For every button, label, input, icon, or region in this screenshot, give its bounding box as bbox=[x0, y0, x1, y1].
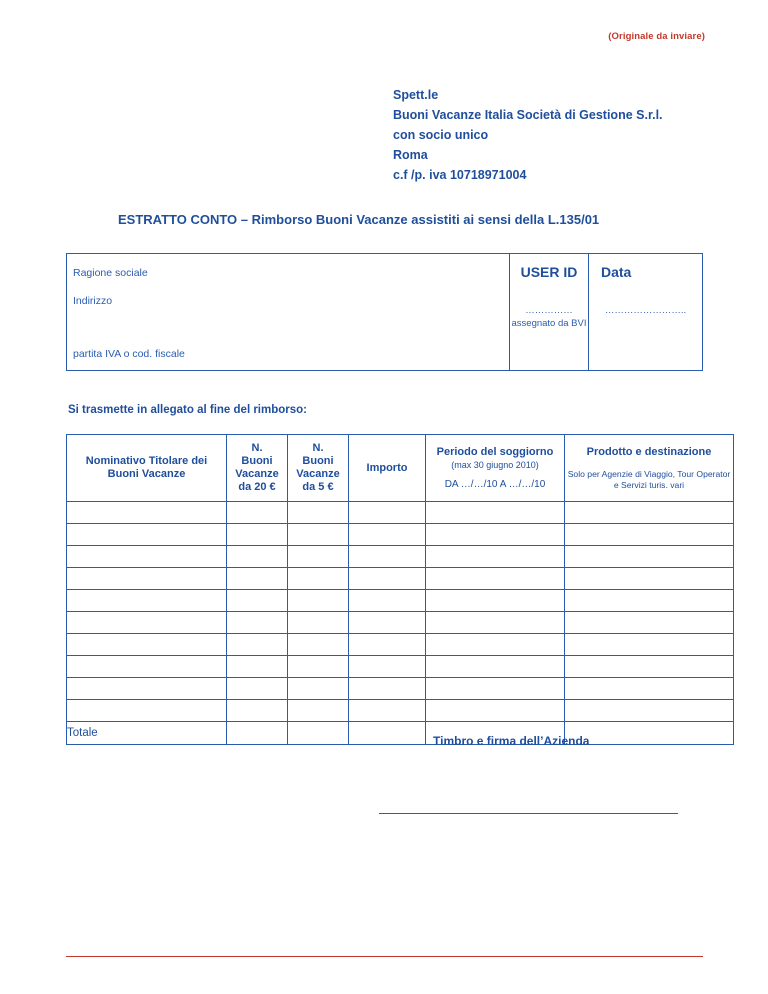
addressee-line-5: c.f /p. iva 10718971004 bbox=[393, 168, 527, 182]
col-header-periodo-range: DA …/…/10 A …/…/10 bbox=[444, 478, 546, 490]
total-prodotto[interactable] bbox=[565, 722, 734, 745]
table-row[interactable] bbox=[67, 524, 734, 546]
cell-periodo[interactable] bbox=[426, 678, 565, 700]
cell-nominativo[interactable] bbox=[67, 524, 227, 546]
user-id-dots: …………… bbox=[525, 305, 573, 316]
col-header-buoni-5-line1: N. bbox=[312, 442, 324, 454]
page-title: ESTRATTO CONTO – Rimborso Buoni Vacanze assistiti ai sensi della L.135/01 bbox=[118, 212, 600, 227]
col-header-buoni-5-line4: da 5 € bbox=[302, 481, 334, 493]
footer-divider bbox=[66, 956, 703, 957]
cell-buoni-20[interactable] bbox=[227, 612, 288, 634]
col-header-periodo-sub: (max 30 giugno 2010) bbox=[451, 459, 539, 470]
col-header-periodo-main: Periodo del soggiorno bbox=[436, 445, 554, 458]
addressee-line-3: con socio unico bbox=[393, 128, 489, 142]
col-header-buoni-5-line3: Vacanze bbox=[296, 468, 340, 480]
cell-importo[interactable] bbox=[349, 502, 426, 524]
cell-periodo[interactable] bbox=[426, 546, 565, 568]
cell-nominativo[interactable] bbox=[67, 546, 227, 568]
transmit-label: Si trasmette in allegato al fine del rimborso: bbox=[68, 404, 308, 416]
col-header-buoni-5 bbox=[288, 435, 349, 502]
cell-prodotto[interactable] bbox=[565, 568, 734, 590]
cell-nominativo[interactable] bbox=[67, 634, 227, 656]
table-row[interactable] bbox=[67, 546, 734, 568]
col-header-buoni-5-line2: Buoni bbox=[302, 455, 334, 467]
table-row[interactable] bbox=[67, 700, 734, 722]
cell-buoni-20[interactable] bbox=[227, 502, 288, 524]
cell-buoni-5[interactable] bbox=[288, 568, 349, 590]
cell-periodo[interactable] bbox=[426, 612, 565, 634]
cell-buoni-20[interactable] bbox=[227, 568, 288, 590]
cell-importo[interactable] bbox=[349, 678, 426, 700]
table-row[interactable] bbox=[67, 502, 734, 524]
cell-nominativo[interactable] bbox=[67, 612, 227, 634]
cell-importo[interactable] bbox=[349, 700, 426, 722]
partita-iva-label: partita IVA o cod. fiscale bbox=[73, 348, 185, 360]
cell-nominativo[interactable] bbox=[67, 678, 227, 700]
indirizzo-label: Indirizzo bbox=[73, 295, 113, 307]
col-header-prodotto bbox=[565, 435, 734, 502]
ragione-sociale-label: Ragione sociale bbox=[73, 267, 148, 279]
cell-prodotto[interactable] bbox=[565, 590, 734, 612]
cell-periodo[interactable] bbox=[426, 524, 565, 546]
col-header-prodotto-main: Prodotto e destinazione bbox=[586, 445, 712, 458]
col-header-buoni-20-line3: Vacanze bbox=[235, 468, 279, 480]
cell-nominativo[interactable] bbox=[67, 568, 227, 590]
cell-prodotto[interactable] bbox=[565, 502, 734, 524]
table-body bbox=[67, 502, 734, 745]
cell-periodo[interactable] bbox=[426, 502, 565, 524]
addressee-block bbox=[393, 85, 663, 185]
data-cell bbox=[589, 254, 702, 370]
cell-periodo[interactable] bbox=[426, 568, 565, 590]
cell-prodotto[interactable] bbox=[565, 678, 734, 700]
company-info-box bbox=[66, 253, 703, 371]
table-row[interactable] bbox=[67, 568, 734, 590]
cell-buoni-5[interactable] bbox=[288, 590, 349, 612]
cell-buoni-5[interactable] bbox=[288, 612, 349, 634]
cell-periodo[interactable] bbox=[426, 634, 565, 656]
cell-buoni-5[interactable] bbox=[288, 634, 349, 656]
cell-nominativo[interactable] bbox=[67, 502, 227, 524]
addressee-line-4: Roma bbox=[393, 148, 428, 162]
cell-nominativo[interactable] bbox=[67, 700, 227, 722]
cell-buoni-5[interactable] bbox=[288, 678, 349, 700]
signature-line bbox=[379, 813, 678, 814]
cell-nominativo[interactable] bbox=[67, 656, 227, 678]
table-header bbox=[67, 435, 734, 502]
col-header-buoni-20-line1: N. bbox=[251, 442, 263, 454]
cell-prodotto[interactable] bbox=[565, 546, 734, 568]
cell-importo[interactable] bbox=[349, 634, 426, 656]
original-copy-note: (Originale da inviare) bbox=[608, 31, 705, 42]
cell-buoni-20[interactable] bbox=[227, 634, 288, 656]
col-header-prodotto-sub: Solo per Agenzie di Viaggio, Tour Operator e Servizi turis. vari bbox=[567, 468, 731, 490]
col-header-buoni-20-line2: Buoni bbox=[241, 455, 273, 467]
cell-buoni-5[interactable] bbox=[288, 656, 349, 678]
table-row[interactable] bbox=[67, 612, 734, 634]
user-id-note: assegnato da BVI bbox=[511, 318, 587, 329]
table-row[interactable] bbox=[67, 656, 734, 678]
total-buoni-5[interactable] bbox=[288, 722, 349, 745]
cell-buoni-5[interactable] bbox=[288, 502, 349, 524]
stamp-signature-label: Timbro e firma dell’Azienda bbox=[433, 734, 590, 748]
table-row[interactable] bbox=[67, 590, 734, 612]
cell-buoni-20[interactable] bbox=[227, 524, 288, 546]
col-header-buoni-20 bbox=[227, 435, 288, 502]
vouchers-table bbox=[66, 434, 734, 745]
cell-importo[interactable] bbox=[349, 590, 426, 612]
table-row[interactable] bbox=[67, 678, 734, 700]
cell-buoni-20[interactable] bbox=[227, 678, 288, 700]
col-header-nominativo: Nominativo Titolare dei Buoni Vacanze bbox=[67, 435, 227, 502]
cell-importo[interactable] bbox=[349, 656, 426, 678]
user-id-header: USER ID bbox=[520, 264, 578, 280]
total-importo[interactable] bbox=[349, 722, 426, 745]
col-header-importo: Importo bbox=[349, 435, 426, 502]
data-header: Data bbox=[601, 264, 632, 280]
cell-buoni-5[interactable] bbox=[288, 546, 349, 568]
cell-buoni-20[interactable] bbox=[227, 656, 288, 678]
table-header-row bbox=[67, 435, 734, 502]
cell-buoni-20[interactable] bbox=[227, 590, 288, 612]
cell-prodotto[interactable] bbox=[565, 634, 734, 656]
cell-importo[interactable] bbox=[349, 524, 426, 546]
addressee-line-2: Buoni Vacanze Italia Società di Gestione S.r.l. bbox=[393, 108, 663, 122]
cell-prodotto[interactable] bbox=[565, 612, 734, 634]
cell-prodotto[interactable] bbox=[565, 524, 734, 546]
company-fields bbox=[67, 254, 510, 370]
cell-importo[interactable] bbox=[349, 568, 426, 590]
user-id-cell bbox=[510, 254, 589, 370]
cell-periodo[interactable] bbox=[426, 656, 565, 678]
cell-buoni-20[interactable] bbox=[227, 700, 288, 722]
cell-periodo[interactable] bbox=[426, 700, 565, 722]
col-header-buoni-20-line4: da 20 € bbox=[238, 481, 276, 493]
cell-buoni-5[interactable] bbox=[288, 524, 349, 546]
total-label: Totale bbox=[67, 722, 227, 745]
table-total-row[interactable] bbox=[67, 722, 734, 745]
total-buoni-20[interactable] bbox=[227, 722, 288, 745]
cell-buoni-20[interactable] bbox=[227, 546, 288, 568]
col-header-periodo bbox=[426, 435, 565, 502]
cell-periodo[interactable] bbox=[426, 590, 565, 612]
cell-nominativo[interactable] bbox=[67, 590, 227, 612]
cell-prodotto[interactable] bbox=[565, 656, 734, 678]
table-row[interactable] bbox=[67, 634, 734, 656]
cell-buoni-5[interactable] bbox=[288, 700, 349, 722]
cell-prodotto[interactable] bbox=[565, 700, 734, 722]
user-id-value[interactable] bbox=[510, 304, 588, 330]
cell-importo[interactable] bbox=[349, 546, 426, 568]
addressee-line-1: Spett.le bbox=[393, 88, 439, 102]
cell-importo[interactable] bbox=[349, 612, 426, 634]
data-value[interactable]: …………………….. bbox=[604, 305, 687, 316]
